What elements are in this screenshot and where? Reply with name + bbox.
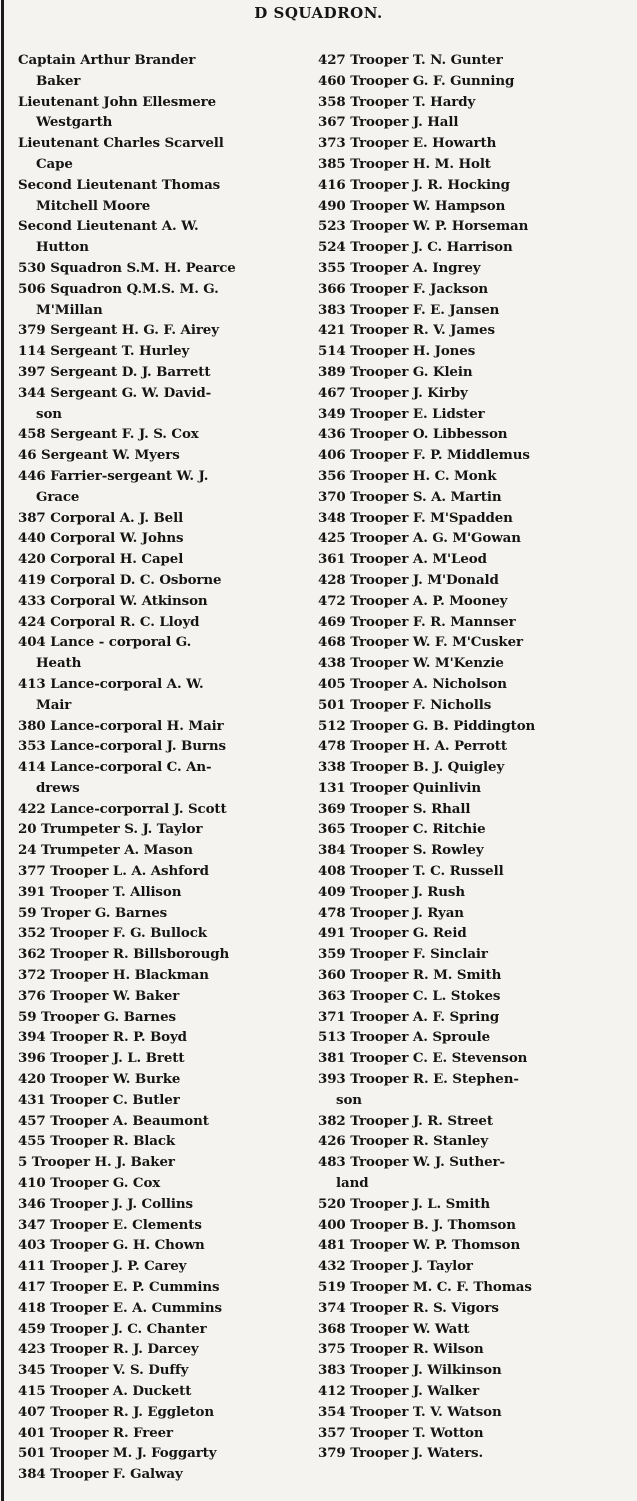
roster-entry: 407 Trooper R. J. Eggleton xyxy=(18,1403,214,1420)
roster-entry: 408 Trooper T. C. Russell xyxy=(318,863,504,880)
roster-entry: 356 Trooper H. C. Monk xyxy=(318,467,497,484)
roster-entry: 385 Trooper H. M. Holt xyxy=(318,155,491,172)
roster-entry: 400 Trooper B. J. Thomson xyxy=(318,1216,516,1233)
roster-entry: 347 Trooper E. Clements xyxy=(18,1216,202,1233)
roster-entry: 397 Sergeant D. J. Barrett xyxy=(18,363,211,380)
roster-entry: 357 Trooper T. Wotton xyxy=(318,1424,484,1441)
roster-entry: 373 Trooper E. Howarth xyxy=(318,135,497,152)
roster-entry: 421 Trooper R. V. James xyxy=(318,322,495,339)
roster-entry: son xyxy=(336,1091,362,1108)
roster-entry: 432 Trooper J. Taylor xyxy=(318,1258,473,1275)
roster-entry: 391 Trooper T. Allison xyxy=(18,883,182,900)
roster-entry: 431 Trooper C. Butler xyxy=(18,1091,180,1108)
roster-entry: 478 Trooper J. Ryan xyxy=(318,904,464,921)
roster-entry: 524 Trooper J. C. Harrison xyxy=(318,239,513,256)
roster-entry: Second Lieutenant A. W. xyxy=(18,218,199,235)
roster-entry: 428 Trooper J. M'Donald xyxy=(318,571,499,588)
roster-entry: 338 Trooper B. J. Quigley xyxy=(318,759,505,776)
roster-entry: 362 Trooper R. Billsborough xyxy=(18,946,230,963)
roster-entry: 396 Trooper J. L. Brett xyxy=(18,1050,185,1067)
roster-entry: son xyxy=(36,405,62,422)
roster-entry: Lieutenant Charles Scarvell xyxy=(18,135,224,152)
roster-entry: Westgarth xyxy=(36,114,113,131)
roster-entry: 491 Trooper G. Reid xyxy=(318,925,467,942)
roster-entry: Grace xyxy=(36,488,80,505)
roster-entry: 383 Trooper J. Wilkinson xyxy=(318,1362,502,1379)
roster-entry: 366 Trooper F. Jackson xyxy=(318,280,489,297)
roster-entry: 367 Trooper J. Hall xyxy=(318,114,459,131)
roster-entry: 411 Trooper J. P. Carey xyxy=(18,1258,187,1275)
roster-entry: 370 Trooper S. A. Martin xyxy=(318,488,502,505)
roster-entry: 440 Corporal W. Johns xyxy=(18,530,184,547)
roster-entry: 478 Trooper H. A. Perrott xyxy=(318,738,507,755)
roster-entry: 359 Trooper F. Sinclair xyxy=(318,946,488,963)
roster-entry: 59 Troper G. Barnes xyxy=(18,904,168,921)
roster-entry: Hutton xyxy=(36,239,89,256)
roster-entry: 416 Trooper J. R. Hocking xyxy=(318,176,510,193)
roster-entry: 389 Trooper G. Klein xyxy=(318,363,473,380)
roster-entry: drews xyxy=(36,779,80,796)
left-border-rule xyxy=(1,0,4,1501)
roster-entry: 363 Trooper C. L. Stokes xyxy=(318,987,501,1004)
roster-entry: 365 Trooper C. Ritchie xyxy=(318,821,486,838)
roster-entry: 433 Corporal W. Atkinson xyxy=(18,592,208,609)
roster-entry: 419 Corporal D. C. Osborne xyxy=(18,571,222,588)
roster-entry: 368 Trooper W. Watt xyxy=(318,1320,470,1337)
roster-entry: 353 Lance-corporal J. Burns xyxy=(18,738,226,755)
roster-entry: 469 Trooper F. R. Mannser xyxy=(318,613,516,630)
roster-entry: 387 Corporal A. J. Bell xyxy=(18,509,184,526)
roster-entry: 406 Trooper F. P. Middlemus xyxy=(318,447,530,464)
roster-entry: 414 Lance-corporal C. An- xyxy=(18,759,212,776)
roster-entry: 468 Trooper W. F. M'Cusker xyxy=(318,634,523,651)
roster-entry: 404 Lance - corporal G. xyxy=(18,634,192,651)
roster-entry: Captain Arthur Brander xyxy=(18,52,196,68)
roster-entry: 425 Trooper A. G. M'Gowan xyxy=(318,530,521,547)
roster-entry: 355 Trooper A. Ingrey xyxy=(318,259,481,276)
roster-entry: 501 Trooper F. Nicholls xyxy=(318,696,492,713)
roster-entry: 530 Squadron S.M. H. Pearce xyxy=(18,259,236,276)
roster-entry: 379 Trooper J. Waters. xyxy=(318,1445,484,1462)
roster-entry: 512 Trooper G. B. Piddington xyxy=(318,717,536,734)
roster-entry: 483 Trooper W. J. Suther- xyxy=(318,1154,505,1171)
roster-entry: 405 Trooper A. Nicholson xyxy=(318,675,507,692)
roster-entry: 381 Trooper C. E. Stevenson xyxy=(318,1050,528,1067)
right-column-roster xyxy=(318,50,634,1464)
roster-entry: 420 Corporal H. Capel xyxy=(18,551,184,568)
roster-entry: 501 Trooper M. J. Foggarty xyxy=(18,1445,217,1462)
roster-entry: Baker xyxy=(36,72,81,89)
roster-entry: 344 Sergeant G. W. David- xyxy=(18,384,212,401)
roster-entry: 412 Trooper J. Walker xyxy=(318,1383,480,1399)
roster-entry: 427 Trooper T. N. Gunter xyxy=(318,52,503,68)
roster-entry: 417 Trooper E. P. Cummins xyxy=(18,1279,220,1296)
roster-entry: 413 Lance-corporal A. W. xyxy=(18,675,204,692)
roster-entry: 374 Trooper R. S. Vigors xyxy=(318,1299,499,1316)
roster-entry: 20 Trumpeter S. J. Taylor xyxy=(18,821,203,838)
roster-entry: 418 Trooper E. A. Cummins xyxy=(18,1299,222,1316)
roster-entry: 410 Trooper G. Cox xyxy=(18,1175,161,1192)
roster-entry: Second Lieutenant Thomas xyxy=(18,176,221,193)
roster-entry: 375 Trooper R. Wilson xyxy=(318,1341,484,1358)
roster-entry: 384 Trooper S. Rowley xyxy=(318,842,484,859)
roster-entry: 523 Trooper W. P. Horseman xyxy=(318,218,529,235)
roster-entry: 403 Trooper G. H. Chown xyxy=(18,1237,205,1254)
roster-entry: 490 Trooper W. Hampson xyxy=(318,197,506,214)
roster-entry: 361 Trooper A. M'Leod xyxy=(318,551,487,568)
roster-entry: 348 Trooper F. M'Spadden xyxy=(318,509,513,526)
roster-entry: 59 Trooper G. Barnes xyxy=(18,1008,176,1025)
roster-entry: 382 Trooper J. R. Street xyxy=(318,1112,493,1129)
roster-entry: 426 Trooper R. Stanley xyxy=(318,1133,489,1150)
roster-entry: 513 Trooper A. Sproule xyxy=(318,1029,490,1046)
roster-entry: 455 Trooper R. Black xyxy=(18,1133,176,1150)
roster-entry: 420 Trooper W. Burke xyxy=(18,1071,181,1088)
roster-entry: 345 Trooper V. S. Duffy xyxy=(18,1362,189,1379)
roster-entry: 369 Trooper S. Rhall xyxy=(318,800,471,817)
roster-entry: 358 Trooper T. Hardy xyxy=(318,93,476,110)
roster-entry: 520 Trooper J. L. Smith xyxy=(318,1195,491,1212)
roster-entry: 423 Trooper R. J. Darcey xyxy=(18,1341,199,1358)
roster-entry: 394 Trooper R. P. Boyd xyxy=(18,1029,187,1046)
roster-entry: 460 Trooper G. F. Gunning xyxy=(318,72,515,89)
roster-entry: 360 Trooper R. M. Smith xyxy=(318,967,502,984)
roster-entry: 379 Sergeant H. G. F. Airey xyxy=(18,322,219,339)
roster-entry: 424 Corporal R. C. Lloyd xyxy=(18,613,200,630)
roster-entry: 393 Trooper R. E. Stephen- xyxy=(318,1071,519,1088)
roster-entry: 459 Trooper J. C. Chanter xyxy=(18,1320,207,1337)
left-column-roster xyxy=(18,50,308,1485)
roster-entry: 349 Trooper E. Lidster xyxy=(318,405,485,422)
roster-entry: 5 Trooper H. J. Baker xyxy=(18,1154,175,1171)
roster-entry: 458 Sergeant F. J. S. Cox xyxy=(18,426,199,443)
roster-entry: 354 Trooper T. V. Watson xyxy=(318,1403,502,1420)
roster-entry: 352 Trooper F. G. Bullock xyxy=(18,925,207,942)
roster-entry: 415 Trooper A. Duckett xyxy=(18,1383,192,1399)
roster-entry: 46 Sergeant W. Myers xyxy=(18,447,180,464)
roster-entry: Cape xyxy=(36,155,73,172)
roster-entry: 446 Farrier-sergeant W. J. xyxy=(18,467,209,484)
roster-entry: Mair xyxy=(36,696,72,713)
roster-entry: 467 Trooper J. Kirby xyxy=(318,384,468,401)
roster-entry: 346 Trooper J. J. Collins xyxy=(18,1195,193,1212)
roster-entry: 380 Lance-corporal H. Mair xyxy=(18,717,224,734)
roster-entry: 519 Trooper M. C. F. Thomas xyxy=(318,1279,532,1296)
roster-entry: 438 Trooper W. M'Kenzie xyxy=(318,655,504,672)
roster-entry: 114 Sergeant T. Hurley xyxy=(18,343,190,360)
roster-entry: 422 Lance-corporral J. Scott xyxy=(18,800,227,817)
roster-entry: 457 Trooper A. Beaumont xyxy=(18,1112,209,1129)
roster-entry: land xyxy=(336,1175,369,1192)
roster-entry: 383 Trooper F. E. Jansen xyxy=(318,301,500,318)
roster-entry: 436 Trooper O. Libbesson xyxy=(318,426,508,443)
roster-entry: 481 Trooper W. P. Thomson xyxy=(318,1237,521,1254)
roster-entry: 472 Trooper A. P. Mooney xyxy=(318,592,508,609)
roster-entry: 131 Trooper Quinlivin xyxy=(318,779,482,796)
roster-entry: 377 Trooper L. A. Ashford xyxy=(18,863,209,880)
roster-entry: 372 Trooper H. Blackman xyxy=(18,967,209,984)
roster-entry: 401 Trooper R. Freer xyxy=(18,1424,173,1441)
roster-entry: 384 Trooper F. Galway xyxy=(18,1466,183,1483)
squadron-title: D SQUADRON. xyxy=(254,4,383,22)
roster-entry: Mitchell Moore xyxy=(36,197,151,214)
roster-entry: Heath xyxy=(36,655,82,672)
roster-entry: M'Millan xyxy=(36,301,103,318)
roster-entry: 409 Trooper J. Rush xyxy=(318,883,465,900)
roster-entry: 24 Trumpeter A. Mason xyxy=(18,842,193,859)
roster-entry: Lieutenant John Ellesmere xyxy=(18,93,217,110)
roster-entry: 371 Trooper A. F. Spring xyxy=(318,1008,500,1025)
roster-entry: 376 Trooper W. Baker xyxy=(18,987,180,1004)
roster-entry: 514 Trooper H. Jones xyxy=(318,343,476,360)
roster-entry: 506 Squadron Q.M.S. M. G. xyxy=(18,280,219,297)
